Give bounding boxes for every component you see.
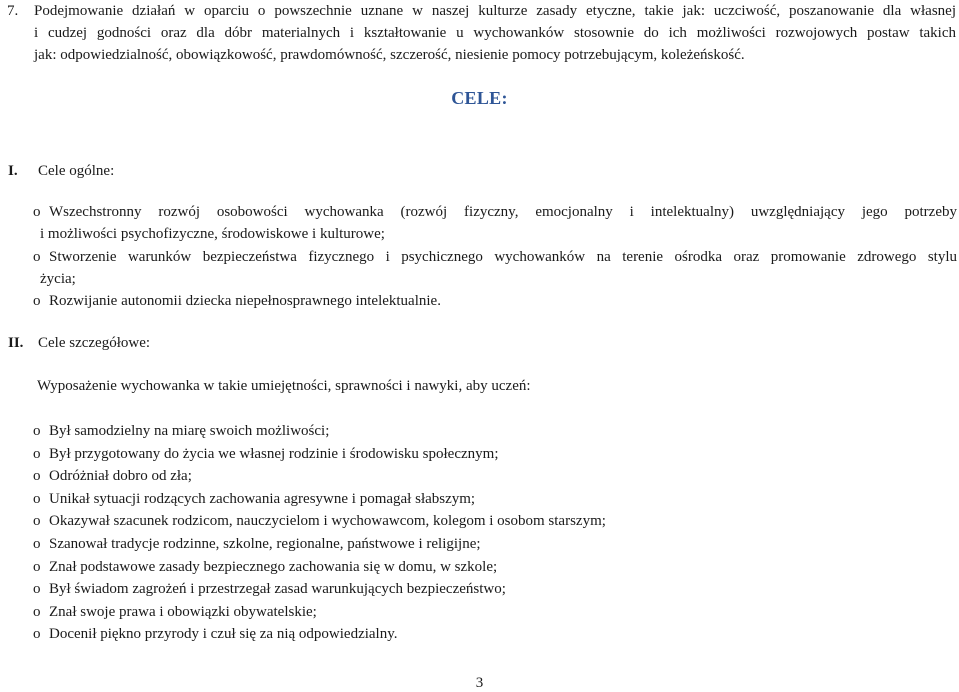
general-bullet-3-line-1: Rozwijanie autonomii dziecka niepełnosprawnego intelektualnie. [49,293,441,309]
bullet-marker: o [33,626,41,642]
general-bullet-1-line-2: i możliwości psychofizyczne, środowiskowe i kulturowe; [40,226,385,242]
bullet-marker: o [33,581,41,597]
section-general-header [8,161,408,181]
bullet-marker: o [33,204,41,220]
section-detailed-title: Cele szczegółowe: [38,335,151,351]
detailed-bullet-item: Znał swoje prawa i obowiązki obywatelskie; [49,604,317,620]
cele-heading: CELE: [451,88,508,108]
section-detailed-header [8,333,408,353]
detailed-bullet-item: Docenił piękno przyrody i czuł się za nią odpowiedzialny. [49,626,398,642]
page-number: 3 [475,675,484,691]
detailed-bullet-item: Okazywał szacunek rodzicom, nauczycielom i wychowawcom, kolegom i osobom starszym; [49,513,606,529]
detailed-bullet-item: Unikał sytuacji rodzących zachowania agresywne i pomagał słabszym; [49,491,476,507]
bullet-marker: o [33,446,41,462]
section-detailed-number: II. [8,335,24,351]
detailed-bullet-item: Znał podstawowe zasady bezpiecznego zachowania się w domu, w szkole; [49,559,498,575]
item-7-line-3: jak: odpowiedzialność, obowiązkowość, prawdomówność, szczerość, niesienie pomocy potrzebującym, koleżeńskość. [34,47,745,63]
item-7-line-1: Podejmowanie działań w oparciu o powszechnie uznane w naszej kulturze zasady etyczne, takie jak: uczciwość, poszanowanie dla własnej [34,3,956,19]
detailed-bullet-item: Był przygotowany do życia we własnej rodzinie i środowisku społecznym; [49,446,499,462]
general-bullet-2-line-2: życia; [40,271,76,287]
detailed-intro: Wyposażenie wychowanka w takie umiejętności, sprawności i nawyki, aby uczeń: [37,378,531,394]
bullet-marker: o [33,293,41,309]
item-7-number: 7. [7,3,19,19]
bullet-marker: o [33,491,41,507]
bullet-marker: o [33,513,41,529]
item-7-line-2: i cudzej godności oraz dla dóbr materialnych i kształtowanie u wychowanków stosownie do ich możliwości rozwojowych postaw takich [34,25,956,41]
bullet-marker: o [33,559,41,575]
section-general-number: I. [8,163,18,179]
detailed-bullet-item: Szanował tradycje rodzinne, szkolne, regionalne, państwowe i religijne; [49,536,481,552]
section-general-title: Cele ogólne: [38,163,115,179]
bullet-marker: o [33,604,41,620]
bullet-marker: o [33,468,41,484]
bullet-marker: o [33,536,41,552]
general-bullet-2-line-1: Stworzenie warunków bezpieczeństwa fizycznego i psychicznego wychowanków na terenie ośrodka oraz promowanie zdrowego stylu [49,249,957,265]
general-bullet-1-line-1: Wszechstronny rozwój osobowości wychowanka (rozwój fizyczny, emocjonalny i intelektualny) uwzględniający jego potrzeby [49,204,957,220]
detailed-bullet-item: Był samodzielny na miarę swoich możliwości; [49,423,330,439]
detailed-bullet-item: Był świadom zagrożeń i przestrzegał zasad warunkujących bezpieczeństwo; [49,581,506,597]
bullet-marker: o [33,249,41,265]
detailed-bullet-item: Odróżniał dobro od zła; [49,468,192,484]
bullet-marker: o [33,423,41,439]
item-7-text [34,0,956,66]
